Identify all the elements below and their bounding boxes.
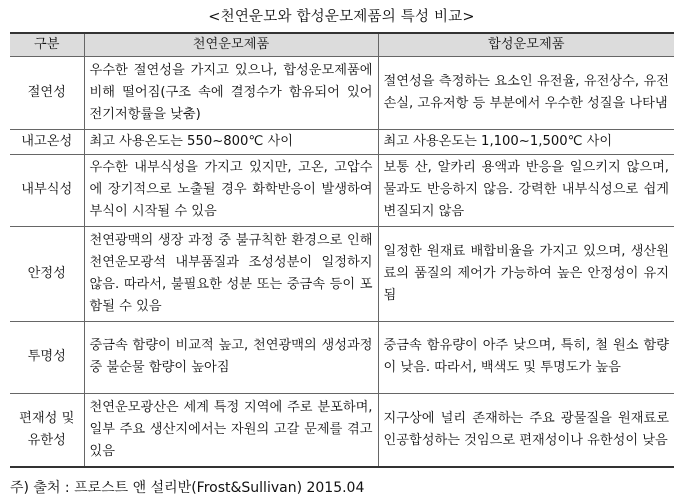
table-row	[10, 227, 674, 322]
row-category	[10, 394, 84, 467]
row-category-line2: 유한성	[27, 433, 66, 448]
row-category: 내부식성	[10, 154, 84, 226]
natural-cell: 우수한 절연성을 가지고 있으나, 합성운모제품에 비해 떨어짐(구조 속에 결정수가 함유되어 있어 전기저항률을 낮춤)	[84, 57, 378, 130]
natural-cell: 천연광맥의 생장 과정 중 불규칙한 환경으로 인해 천연운모광석 내부품질과 조성성분이 일정하지 않음. 따라서, 불필요한 성분 또는 중금속 등이 포함될 수 있음	[84, 227, 378, 322]
row-category: 투명성	[10, 321, 84, 393]
natural-cell: 최고 사용온도는 550~800℃ 사이	[84, 130, 378, 154]
table-row	[10, 154, 674, 226]
source-note: 주) 출처 : 프로스트 앤 설리반(Frost&Sullivan) 2015.04	[10, 480, 365, 496]
synthetic-cell: 중금속 함유량이 아주 낮으며, 특히, 철 원소 함량이 낮음. 따라서, 백색도 및 투명도가 높음	[378, 321, 674, 393]
table-title: <천연운모와 합성운모제품의 특성 비교>	[208, 9, 475, 25]
synthetic-cell: 지구상에 널리 존재하는 주요 광물질을 원재료로 인공합성하는 것임으로 편재성이나 유한성이 낮음	[378, 394, 674, 467]
comparison-table	[10, 32, 674, 468]
natural-cell: 우수한 내부식성을 가지고 있지만, 고온, 고압수에 장기적으로 노출될 경우 화학반응이 발생하여 부식이 시작될 수 있음	[84, 154, 378, 226]
row-category: 안정성	[10, 227, 84, 322]
table-row	[10, 394, 674, 467]
row-category-line1: 편재성 및	[19, 411, 75, 426]
table-row	[10, 321, 674, 393]
natural-cell: 천연운모광산은 세계 특정 지역에 주로 분포하며, 일부 주요 생산지에서는 자원의 고갈 문제를 겪고 있음	[84, 394, 378, 467]
row-category: 내고온성	[10, 130, 84, 154]
synthetic-cell: 최고 사용온도는 1,100~1,500℃ 사이	[378, 130, 674, 154]
header-natural-mica: 천연운모제품	[84, 33, 378, 57]
table-row	[10, 130, 674, 154]
table-row	[10, 57, 674, 130]
row-category: 절연성	[10, 57, 84, 130]
header-category: 구분	[10, 33, 84, 57]
synthetic-cell: 보통 산, 알카리 용액과 반응을 일으키지 않으며, 물과도 반응하지 않음. 강력한 내부식성으로 쉽게 변질되지 않음	[378, 154, 674, 226]
synthetic-cell: 일정한 원재료 배합비율을 가지고 있으며, 생산원료의 품질의 제어가 가능하여 높은 안정성이 유지됨	[378, 227, 674, 322]
header-row	[10, 33, 674, 57]
natural-cell: 중금속 함량이 비교적 높고, 천연광맥의 생성과정 중 불순물 함량이 높아짐	[84, 321, 378, 393]
header-synthetic-mica: 합성운모제품	[378, 33, 674, 57]
synthetic-cell: 절연성을 측정하는 요소인 유전율, 유전상수, 유전손실, 고유저항 등 부분에서 우수한 성질을 나타냄	[378, 57, 674, 130]
